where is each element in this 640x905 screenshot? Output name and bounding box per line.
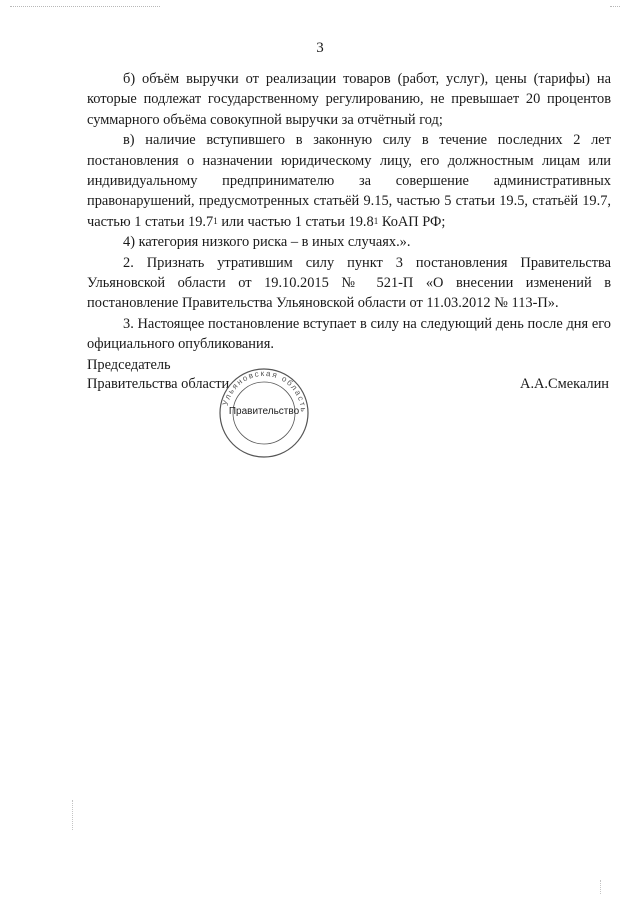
paragraph-v: в) наличие вступившего в законную силу в течение последних 2 лет постановления о назначении юридическому лицу, его должностным лицам или индивидуальному предпринимателю за совершение административных правонарушений, предусмотренных статьёй 9.15, частью 5 статьи 19.5, статьёй 19.7, частью 1 статьи 19.7$^1$ или частью 1 статьи 19.8$^1$ КоАП РФ; xyxy=(87,132,611,230)
signature-title-line1: Председатель xyxy=(87,357,171,373)
scan-artifact xyxy=(600,880,607,894)
paragraph-3: 3. Настоящее постановление вступает в силу на следующий день после дня его официального опубликования. xyxy=(87,315,611,353)
signature-title xyxy=(87,356,229,394)
scan-artifact xyxy=(72,800,79,830)
superscript: 1 xyxy=(213,215,218,226)
paragraph-2: 2. Признать утратившим силу пункт 3 постановления Правительства Ульяновской области от 19.10.2015 № 521-П «О внесении изменений в постановление Правительства Ульяновской области от 11.03.2012 № 113-П». xyxy=(87,254,611,312)
seal-center-text: Правительство xyxy=(228,406,300,417)
official-seal xyxy=(218,367,310,459)
scan-artifact xyxy=(610,6,620,9)
seal-ring-text: Ульяновская область xyxy=(220,368,309,414)
superscript: 1 xyxy=(373,215,379,226)
paragraph-4: 4) категория низкого риска – в иных случаях.». xyxy=(123,234,411,251)
signature-title-line2: Правительства области xyxy=(87,376,230,392)
document-body xyxy=(87,69,611,355)
page-number: 3 xyxy=(316,40,324,56)
paragraph-b: б) объём выручки от реализации товаров (работ, услуг), цены (тарифы) на которые подлежат государственному регулированию, не превышает 20 процентов суммарного объёма совокупной выручки за отчётный год; xyxy=(87,71,611,128)
signatory-name: А.А.Смекалин xyxy=(520,376,609,392)
scan-artifact xyxy=(10,6,160,9)
